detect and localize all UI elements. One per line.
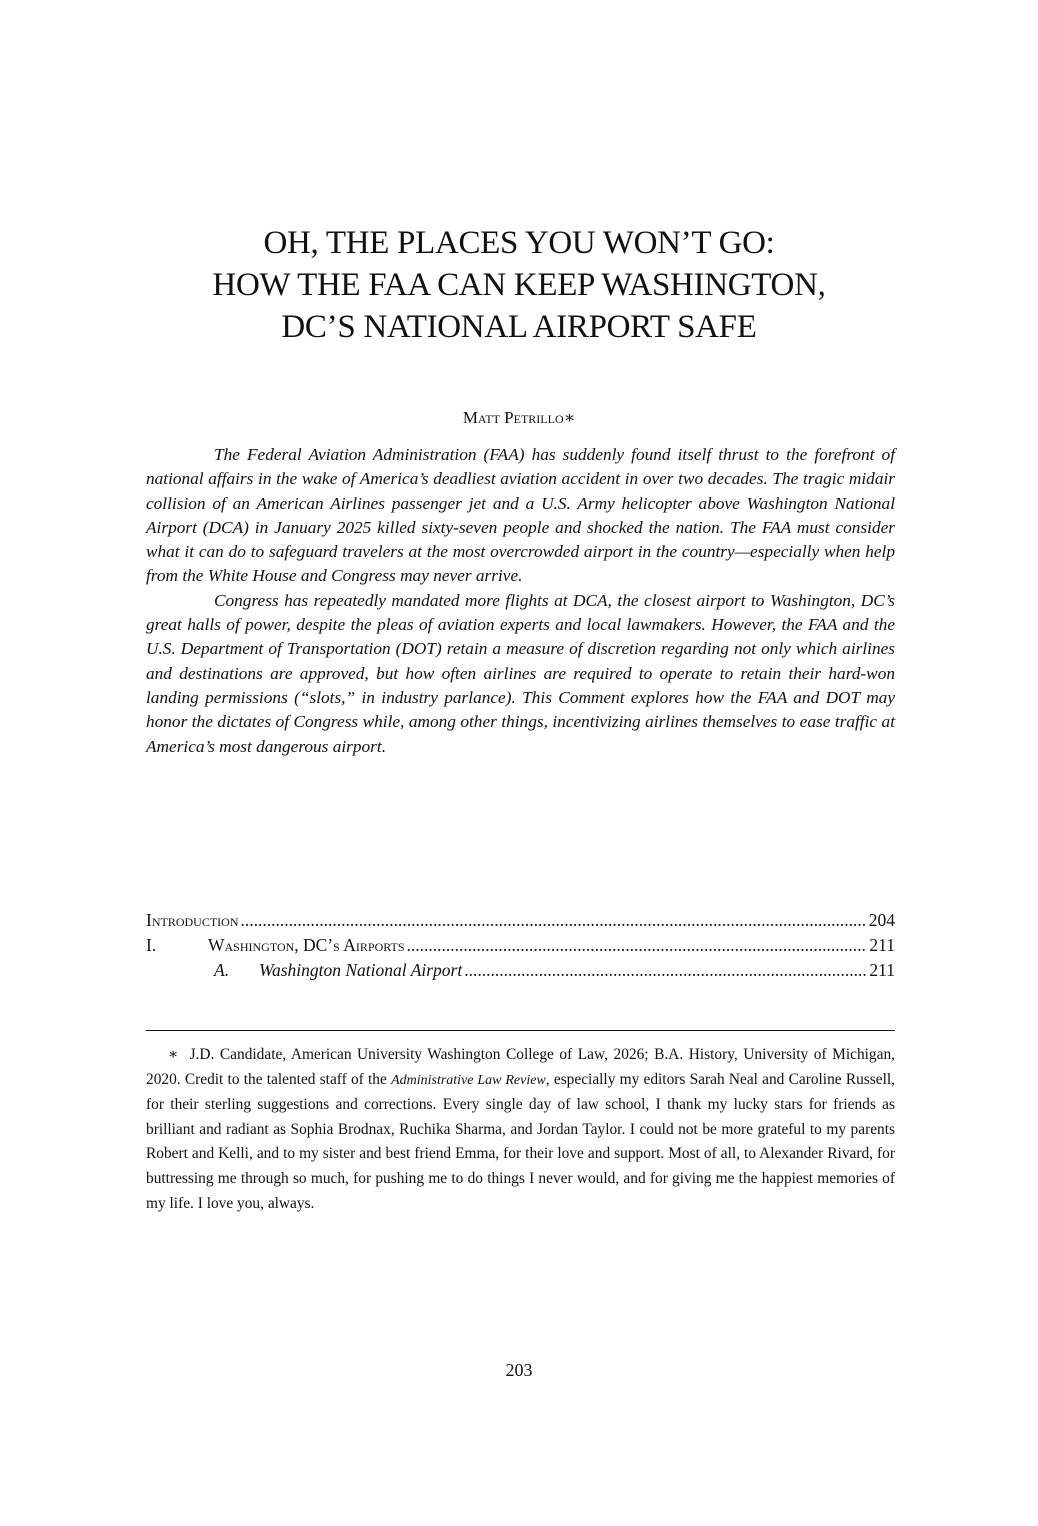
toc-page: 211	[869, 935, 895, 955]
toc-number: I.	[146, 935, 157, 955]
footnote-divider	[146, 1030, 895, 1031]
toc-leader	[241, 908, 867, 933]
footnote-marker: ∗	[168, 1046, 179, 1063]
abstract-paragraph: The Federal Aviation Administration (FAA) has suddenly found itself thrust to the forefront of national affairs in the wake of America’s deadliest aviation accident in over two decades. The tragic midair collision of an American Airlines passenger jet and a U.S. Army helicopter above Washington National Airport (DCA) in January 2025 killed sixty-seven people and shocked the nation. The FAA must consider what it can do to safeguard travelers at the most overcrowded airport in the country—especially when help from the White House and Congress may never arrive.	[146, 445, 895, 586]
toc-label: Introduction	[146, 910, 239, 930]
toc-label: Washington National Airport	[259, 960, 463, 980]
footnote	[146, 1043, 895, 1216]
title-line: HOW THE FAA CAN KEEP WASHINGTON,	[212, 267, 826, 303]
journal-name: Administrative Law Review	[391, 1072, 546, 1088]
article-title	[0, 222, 1038, 348]
table-of-contents	[146, 908, 895, 983]
toc-leader	[464, 958, 867, 983]
toc-label: Washington, DC’s Airports	[208, 935, 405, 955]
toc-page: 204	[868, 910, 895, 930]
abstract-paragraph: Congress has repeatedly mandated more flights at DCA, the closest airport to Washington, DC’s great halls of power, despite the pleas of aviation experts and local lawmakers. However, the FAA and the U.S. Department of Transportation (DOT) retain a measure of discretion regarding not only which airlines and destinations are approved, but how often airlines are required to operate to retain their hard-won landing permissions (“slots,” in industry parlance). This Comment explores how the FAA and DOT may honor the dictates of Congress while, among other things, incentivizing airlines themselves to ease traffic at America’s most dangerous airport.	[146, 590, 895, 756]
toc-entry-section-1[interactable]	[146, 933, 895, 958]
toc-entry-section-1a[interactable]	[146, 958, 895, 983]
toc-number: A.	[214, 960, 230, 980]
toc-leader	[407, 933, 868, 958]
footnote-text: J.D. Candidate, American University Washington College of Law, 2026; B.A. History, University of Michigan, 2020. Credit to the talented staff of the	[146, 1046, 895, 1088]
footnote-text: , especially my editors Sarah Neal and Caroline Russell, for their sterling suggestions and corrections. Every single day of law school, I thank my lucky stars for friends as brilliant and radiant as Sophia Brodnax, Ruchika Sharma, and Jordan Taylor. I could not be more grateful to my parents Robert and Kelli, and to my sister and best friend Emma, for their love and support. Most of all, to Alexander Rivard, for buttressing me through so much, for pushing me to do things I never would, and for giving me the happiest memories of my life. I love you, always.	[146, 1070, 895, 1212]
abstract	[146, 443, 895, 759]
toc-page: 211	[869, 960, 895, 980]
toc-entry-introduction[interactable]	[146, 908, 895, 933]
page-number: 203	[505, 1360, 533, 1380]
title-line: DC’S NATIONAL AIRPORT SAFE	[281, 309, 757, 345]
footnote-marker: ∗	[563, 408, 576, 427]
author-name: Matt Petrillo	[462, 408, 564, 427]
author-byline	[0, 408, 1038, 428]
title-line: OH, THE PLACES YOU WON’T GO:	[263, 225, 775, 261]
